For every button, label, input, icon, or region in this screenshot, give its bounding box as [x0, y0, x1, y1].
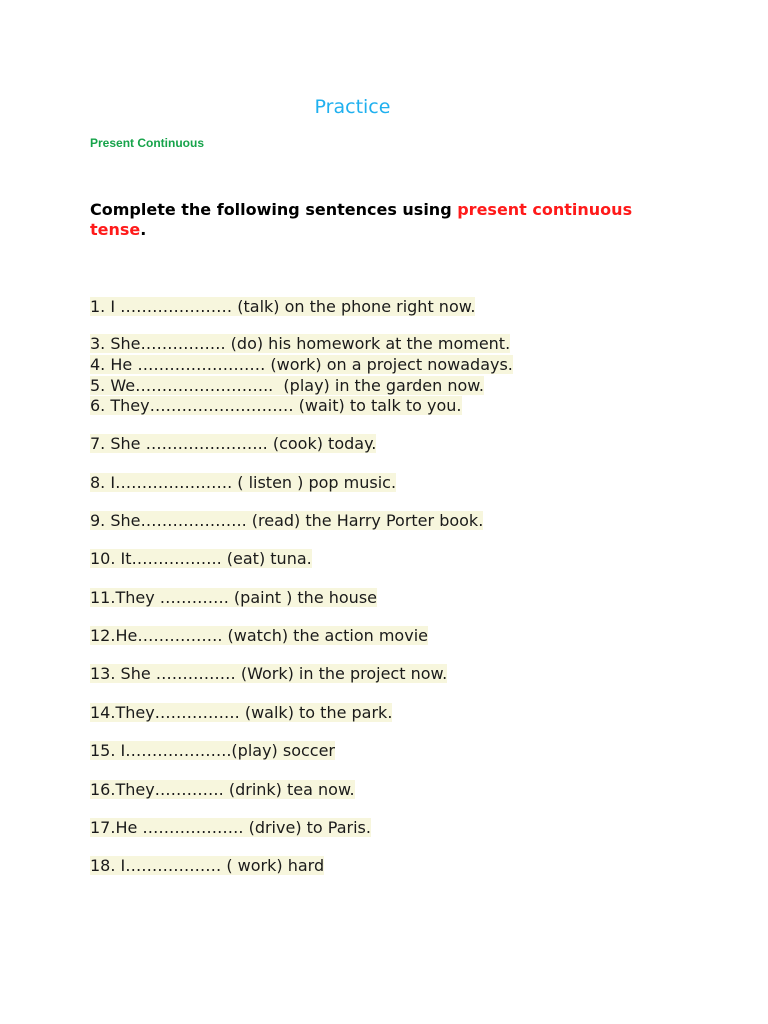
list-item: 6. They……………………… (wait) to talk to you.: [90, 396, 462, 415]
list-item: 1. I ………………… (talk) on the phone right now.: [90, 297, 476, 316]
subtitle: Present Continuous: [90, 136, 205, 150]
list-item: 18. I……………… ( work) hard: [90, 856, 325, 875]
list-item: 9. She……………….. (read) the Harry Porter book.: [90, 511, 484, 530]
list-item: 14.They……………. (walk) to the park.: [90, 703, 393, 722]
list-item: 4. He …………………… (work) on a project nowadays.: [90, 355, 513, 374]
list-item: 7. She ………………….. (cook) today.: [90, 434, 377, 453]
list-item: 13. She …………… (Work) in the project now.: [90, 664, 448, 683]
list-item: 15. I………………..(play) soccer: [90, 741, 336, 760]
instruction: [90, 200, 690, 240]
instruction-highlight: present continuous tense: [90, 200, 633, 239]
list-item: 8. I…………………. ( listen ) pop music.: [90, 473, 397, 492]
instruction-suffix: .: [140, 220, 147, 239]
list-item: 11.They …………. (paint ) the house: [90, 588, 377, 607]
list-item: 17.He ………………. (drive) to Paris.: [90, 818, 371, 837]
instruction-prefix: Complete the following sentences using: [90, 200, 458, 219]
list-item: 5. We…………………….. (play) in the garden now.: [90, 376, 484, 395]
list-item: 3. She……………. (do) his homework at the moment.: [90, 334, 511, 353]
list-item: 16.They…………. (drink) tea now.: [90, 780, 355, 799]
page-title: Practice: [314, 96, 391, 118]
list-item: 12.He……………. (watch) the action movie: [90, 626, 428, 645]
list-item: 10. It…………….. (eat) tuna.: [90, 549, 312, 568]
